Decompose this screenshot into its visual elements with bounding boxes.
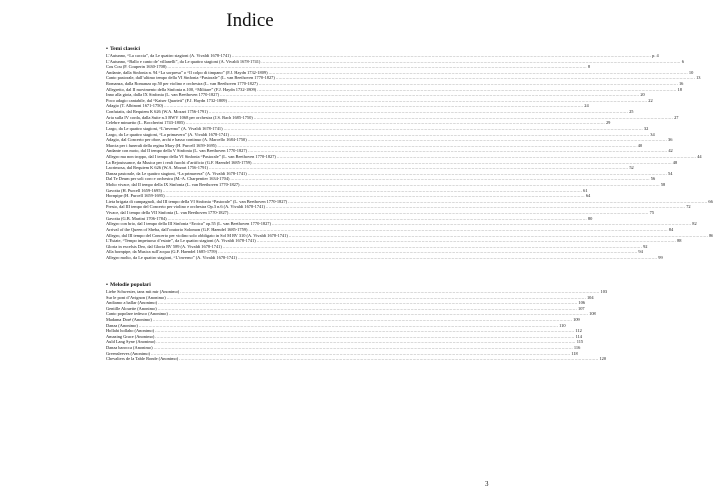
toc-entry-title: Cou Cou (F. Couperin 1630-1708) [106,64,167,70]
toc-entry-page: 110 [559,322,566,328]
dot-leader: ............................................................................................................................................................................................................................................................................................................ [229,210,649,216]
toc-entry-page: 75 [649,210,655,216]
dot-leader: ............................................................................................................................................................................................................................................................................................................ [230,176,650,182]
toc-entry-title: Allegro con brio, dal I tempo della III Sinfonia “Eroica” op.55 (L. van Beethoven 1770-1827) [106,221,271,227]
dot-leader: ............................................................................................................................................................................................................................................................................................................ [240,182,660,188]
dot-leader: ............................................................................................................................................................................................................................................................................................................ [179,356,599,362]
toc-entry-page: 108 [589,311,596,317]
toc-entry[interactable] [106,356,607,362]
toc-entry-page: 20 [640,92,645,98]
dot-leader: ............................................................................................................................................................................................................................................................................................................ [166,294,586,300]
section-title [106,282,394,289]
dot-leader: ............................................................................................................................................................................................................................................................................................................ [252,159,672,165]
toc-entry-title: Dal Te Deum per soli coro e orchestra (M.-A. Charpentier 1634-1704) [106,176,230,182]
toc-entry[interactable] [106,254,663,261]
toc-entry-title: Lieta brigata di campagnoli, dal III tempo della VI Sinfonia “Pastorale” (L. van Beethoven 1770-1827) [106,198,288,204]
dot-leader: ............................................................................................................................................................................................................................................................................................................ [248,148,668,154]
toc-entry-page: 118 [571,350,578,356]
toc-entry-title: La Rejouissance, da Musica per i reali fuochi d’artificio (G.F. Haendel 1685-1759) [106,159,252,165]
dot-leader: ............................................................................................................................................................................................................................................................................................................ [185,120,605,126]
toc-entry-title: Allegretto, dal II movimento della Sinfonia n.100, “Militare” (F.J. Haydn 1732-1809) [106,86,257,92]
toc-entry-title: Largo, da Le quattro stagioni, “La primavera” (A. Vivaldi 1678-1741) [106,131,229,137]
dot-leader: ............................................................................................................................................................................................................................................................................................................ [257,86,677,92]
toc-entry-title: Liebe Schwester, tanz mit mir (Anonimo) [106,289,180,294]
toc-entry-page: 99 [658,254,663,260]
toc-entry-title: Poco adagio cantabile, dal “Kaiser Quartett” (F.J. Haydn 1732-1809) [106,97,227,103]
toc-entry-page: 94 [638,249,643,255]
toc-entry-title: Canto popolare tedesco (Anonimo) [106,311,168,317]
dot-leader: ............................................................................................................................................................................................................................................................................................................ [229,131,650,137]
toc-entry-title: Allegro ma non troppo, dal I tempo della VI Sinfonia “Pastorale” (L. van Beethoven 1770-1827) [106,153,276,159]
toc-entry-title: Gloria in excelsis Deo, dal Gloria RV 589 (A. Vivaldi 1678-1741) [106,243,222,249]
toc-entry-page: 52 [629,165,634,171]
dot-leader: ............................................................................................................................................................................................................................................................................................................ [180,289,600,294]
toc-entry-title: L’Autunno, “Ballo e canto de’ villanelli”, da Le quattro stagioni (A. Vivaldi 1678-1741) [106,58,261,64]
toc-entry-title: L’Autunno, “La caccia”, da Le quattro stagioni (A. Vivaldi 1678-1741) [106,53,231,58]
page-number: 3 [485,480,489,488]
toc-entry-page: 22 [648,97,653,103]
toc-entry-title: Inno alla gioia, dalla IX Sinfonia (L. van Beethoven 1770-1827) [106,92,220,98]
toc-entry-title: Canto pastorale, dall’ultimo tempo della VI Sinfonia “Pastorale” (L. van Beethoven 1770-1827) [106,75,275,81]
dot-leader: ............................................................................................................................................................................................................................................................................................................ [248,226,668,232]
toc-entry-title: Auld Lang Syne (Anonimo) [106,339,156,345]
toc-entry-page: 106 [578,300,585,306]
dot-leader: ............................................................................................................................................................................................................................................................................................................ [288,198,708,204]
dot-leader: ............................................................................................................................................................................................................................................................................................................ [209,165,629,171]
toc-entry-title: Greensleeves (Anonimo) [106,350,151,356]
toc-entry-title: Gavotta (H. Purcell 1659-1695) [106,187,162,193]
toc-entry-page: 27 [674,114,679,120]
toc-entry-page: p. 4 [652,53,659,58]
toc-entry-page: 82 [692,221,697,227]
toc-entry-title: Danza pastorale, da Le quattro stagioni, “La primavera” (A. Vivaldi 1678-1741) [106,170,247,176]
dot-leader: ............................................................................................................................................................................................................................................................................................................ [222,243,643,249]
dot-leader: ............................................................................................................................................................................................................................................................................................................ [231,53,652,58]
section-title-label: Temi classici [109,46,141,52]
dot-leader: ............................................................................................................................................................................................................................................................................................................ [256,238,677,244]
dot-leader: ............................................................................................................................................................................................................................................................................................................ [218,249,638,255]
section-title [106,46,394,53]
toc-entry-page: 103 [600,289,608,294]
dot-leader: ............................................................................................................................................................................................................................................................................................................ [168,311,589,317]
toc-entry-page: 8 [587,64,591,70]
toc-entry-page: 29 [605,120,611,126]
dot-leader: ............................................................................................................................................................................................................................................................................................................ [276,153,697,159]
toc-entry-title: Celebre minuetto (L. Boccherini 1743-1805) [106,120,185,126]
toc-entry-page: 48 [672,159,678,165]
toc-entry-page: 34 [650,131,655,137]
dot-leader: ............................................................................................................................................................................................................................................................................................................ [164,103,584,109]
dot-leader: ............................................................................................................................................................................................................................................................................................................ [155,328,575,334]
dot-leader: ............................................................................................................................................................................................................................................................................................................ [165,193,585,199]
toc-entry-title: Hollahi hollaho (Anonimo) [106,328,155,334]
toc-entry-page: 58 [660,182,666,188]
toc-entry-page: 13 [696,75,701,81]
toc-entry-title: Presto, dal III tempo del Concerto per violino e orchestra Op.3 n.6 (A. Vivaldi 1678-1741) [106,204,265,210]
toc-entry-title: Amazing Grace (Anonimo) [106,333,155,339]
toc-entry-title: Adagio, dal Concerto per oboe, archi e basso continuo (A. Marcello 1684-1750) [106,137,247,143]
dot-leader: ............................................................................................................................................................................................................................................................................................................ [217,142,637,148]
toc-entry-title: Largo, da Le quattro stagioni, “L’inverno” (A. Vivaldi 1678-1741) [106,125,223,131]
toc-entry-page: 10 [688,69,694,75]
toc-entry-page: 36 [668,137,673,143]
toc-entry-page: 84 [668,226,674,232]
dot-leader: ............................................................................................................................................................................................................................................................................................................ [227,97,648,103]
toc-entry-page: 56 [650,176,656,182]
toc-entry-page: 109 [573,317,580,323]
toc-entry-page: 6 [681,58,684,64]
toc-entry-page: 61 [583,187,588,193]
dot-leader: ............................................................................................................................................................................................................................................................................................................ [152,317,573,323]
toc-entry-title: Danza barocca (Anonimo) [106,345,153,351]
toc-entry-title: Andante con moto, dal II tempo della V Sinfonia (L. van Beethoven 1770-1827) [106,148,248,154]
toc-entry-page: 42 [668,148,673,154]
bullet-icon: • [106,282,108,288]
toc-entry-page: 80 [587,215,593,221]
toc-entry-title: Madama Doré (Anonimo) [106,317,152,323]
toc-entry-page: 24 [584,103,589,109]
dot-leader: ............................................................................................................................................................................................................................................................................................................ [153,345,573,351]
dot-leader: ............................................................................................................................................................................................................................................................................................................ [237,254,658,260]
toc-entry-title: Alla hornpipe, da Musica sull’acqua (G.F. Haendel 1685-1759) [106,249,218,255]
toc-entry-title: Romanza, dalla Romanza op.50 per violino e orchestra (L. van Beethoven 1770-1827) [106,81,258,87]
dot-leader: ............................................................................................................................................................................................................................................................................................................ [288,232,709,238]
toc-entry-title: Danza (Anonimo) [106,322,138,328]
dot-leader: ............................................................................................................................................................................................................................................................................................................ [271,221,692,227]
toc-entry-title: Gavotta (G.B. Martini 1706-1784) [106,215,167,221]
toc-entry-page: 88 [677,238,682,244]
toc-entry-page: 44 [697,153,702,159]
dot-leader: ............................................................................................................................................................................................................................................................................................................ [253,114,674,120]
toc-entry-title: Chevaliers de la Table Ronde (Anonimo) [106,356,179,362]
dot-leader: ............................................................................................................................................................................................................................................................................................................ [275,75,696,81]
toc-entry-page: 115 [576,339,584,345]
toc-entry-page: 116 [573,345,581,351]
toc-entry-title: Allegro molto, da Le quattro stagioni, “L’inverno” (A. Vivaldi 1678-1741) [106,254,237,260]
dot-leader: ............................................................................................................................................................................................................................................................................................................ [223,125,643,131]
toc-entry-title: Gentille Alouette (Anonimo) [106,305,157,311]
dot-leader: ............................................................................................................................................................................................................................................................................................................ [157,305,578,311]
toc-entry-page: 104 [586,294,594,300]
dot-leader: ............................................................................................................................................................................................................................................................................................................ [151,350,571,356]
toc-entry-title: Molto vivace, dal II tempo della IX Sinfonia (L. van Beethoven 1770-1827) [106,182,240,188]
dot-leader: ............................................................................................................................................................................................................................................................................................................ [162,187,583,193]
toc-list [106,53,713,261]
section-temi-classici [106,46,713,261]
dot-leader: ............................................................................................................................................................................................................................................................................................................ [158,300,578,306]
dot-leader: ............................................................................................................................................................................................................................................................................................................ [268,69,688,75]
dot-leader: ............................................................................................................................................................................................................................................................................................................ [258,81,678,87]
dot-leader: ............................................................................................................................................................................................................................................................................................................ [167,215,587,221]
toc-entry-title: Hornpipe (H. Purcell 1659-1695) [106,193,165,199]
toc-entry-title: Adagio (T. Albinoni 1671-1750) [106,103,163,109]
toc-entry-page: 86 [709,232,713,238]
toc-entry-title: Confutatis, dal Requiem K 626 (W.A. Mozart 1756-1791) [106,109,208,115]
toc-entry-page: 112 [575,328,582,334]
toc-entry-title: Aria sulla IV corda, dalla Suite n.3 BWV 1068 per orchestra (J.S. Bach 1685-1750) [106,114,253,120]
section-melodie-popolari [106,282,608,362]
bullet-icon: • [106,46,108,52]
toc-entry-page: 120 [599,356,607,362]
toc-entry-page: 107 [578,305,585,311]
dot-leader: ............................................................................................................................................................................................................................................................................................................ [208,109,629,115]
dot-leader: ............................................................................................................................................................................................................................................................................................................ [220,92,640,98]
toc-entry-title: Andiamo a ballar (Anonimo) [106,300,158,306]
section-title-label: Melodie popolari [109,282,151,288]
toc-entry-page: 25 [629,109,634,115]
dot-leader: ............................................................................................................................................................................................................................................................................................................ [265,204,686,210]
dot-leader: ............................................................................................................................................................................................................................................................................................................ [247,170,668,176]
dot-leader: ............................................................................................................................................................................................................................................................................................................ [167,64,587,70]
toc-entry-page: 66 [708,198,713,204]
toc-entry-page: 114 [575,333,583,339]
toc-entry-title: Vivace, dal I tempo della VII Sinfonia (L. van Beethoven 1770-1827) [106,210,229,216]
toc-entry-title: Allegro, dal III tempo del Concerto per violino solo obbligato in Sol M RV 310 (A. Vivaldi 1678-1741) [106,232,288,238]
toc-entry-page: 72 [686,204,691,210]
toc-entry-page: 16 [678,81,684,87]
toc-entry-title: Marcia per i funerali della regina Mary (H. Purcell 1659-1695) [106,142,217,148]
dot-leader: ............................................................................................................................................................................................................................................................................................................ [155,333,575,339]
toc-list [106,289,608,362]
toc-entry-page: 54 [668,170,673,176]
toc-entry-title: L’Estate, “Tempo impetuoso d’estate”, da Le quattro stagioni (A. Vivaldi 1678-1741) [106,238,256,244]
toc-entry-page: 40 [637,142,643,148]
dot-leader: ............................................................................................................................................................................................................................................................................................................ [247,137,668,143]
dot-leader: ............................................................................................................................................................................................................................................................................................................ [138,322,559,328]
dot-leader: ............................................................................................................................................................................................................................................................................................................ [261,58,681,64]
toc-entry-title: Arrival of the Queen of Sheba, dall’oratorio Solomon (G.F. Haendel 1685-1759) [106,226,248,232]
dot-leader: ............................................................................................................................................................................................................................................................................................................ [156,339,576,345]
toc-entry-page: 92 [643,243,648,249]
toc-entry-page: 64 [585,193,591,199]
toc-entry-page: 32 [643,125,649,131]
toc-entry-title: Lacrimosa, dal Requiem K 626 (W.A. Mozart 1756-1791) [106,165,209,171]
toc-entry-title: Sur le pont d’Avignon (Anonimo) [106,294,166,300]
page-title: Indice [226,10,274,31]
toc-entry-title: Andante, dalla Sinfonia n. 94 “La sorpresa” o “Il colpo di timpano” (F.J. Haydn 1732-1809) [106,69,268,75]
toc-entry-page: 18 [677,86,682,92]
